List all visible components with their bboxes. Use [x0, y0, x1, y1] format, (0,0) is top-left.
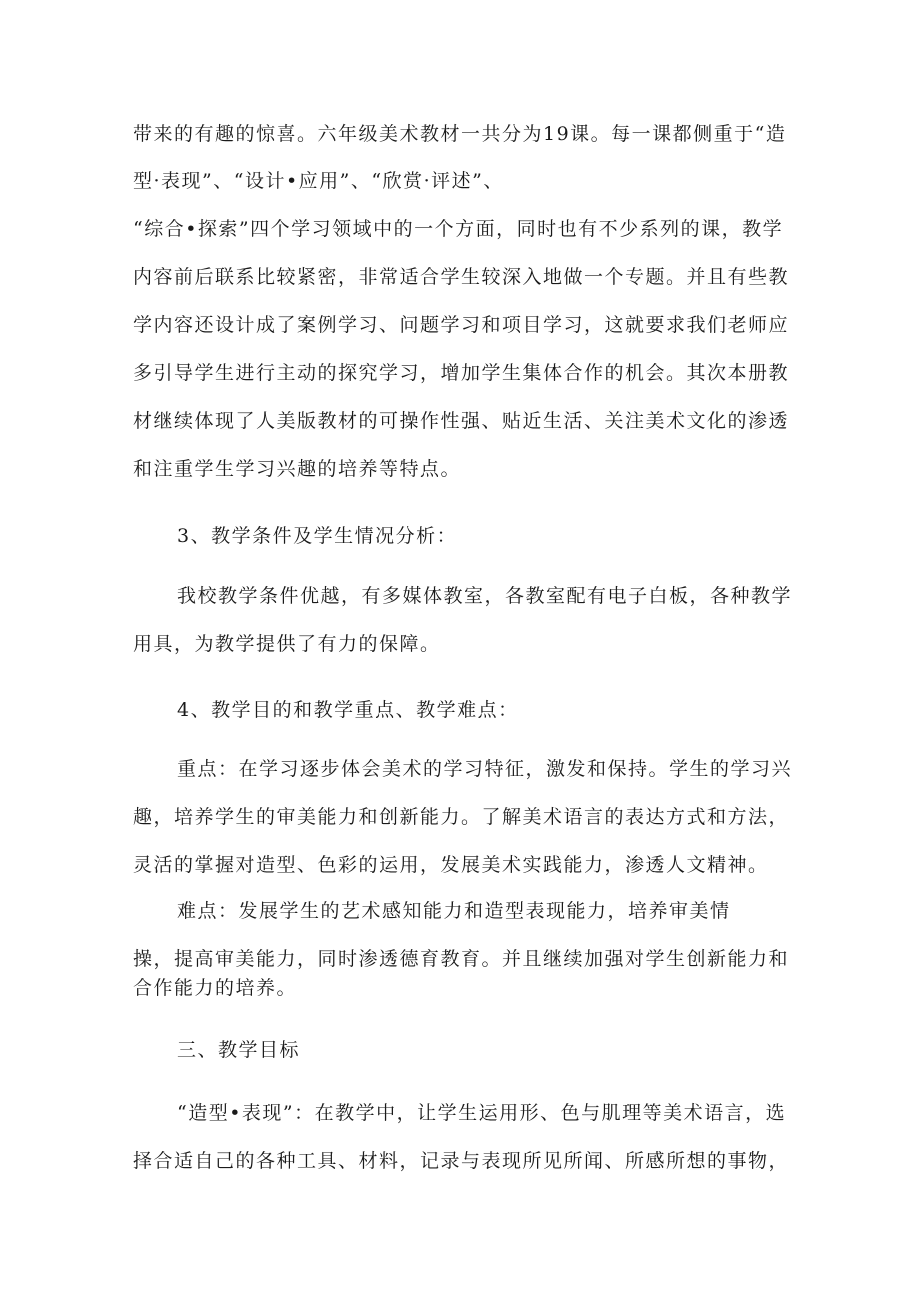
section-heading-3: 3、教学条件及学生情况分析： [177, 525, 458, 547]
body-line-4: 内容前后联系比较紧密，非常适合学生较深入地做一个专题。并且有些教 [133, 266, 790, 288]
objective-line-1: “造型•表现”：在教学中，让学生运用形、色与肌理等美术语言，选 [177, 1102, 787, 1124]
key-points-line-1: 重点：在学习逐步体会美术的学习特征，激发和保持。学生的学习兴 [177, 758, 793, 780]
key-points-line-2: 趣，培养学生的审美能力和创新能力。了解美术语言的表达方式和方法， [133, 806, 790, 828]
difficult-points-line-1: 难点：发展学生的艺术感知能力和造型表现能力，培养审美情 [177, 900, 731, 922]
body-line-8: 和注重学生学习兴趣的培养等特点。 [133, 458, 462, 480]
section-heading-three: 三、教学目标 [177, 1039, 301, 1061]
section-heading-4: 4、教学目的和教学重点、教学难点： [177, 699, 519, 721]
body-line-9: 我校教学条件优越，有多媒体教室，各教室配有电子白板，各种教学 [177, 585, 793, 607]
difficult-points-line-3: 合作能力的培养。 [133, 977, 298, 999]
body-line-10: 用具，为教学提供了有力的保障。 [133, 633, 441, 655]
objective-line-2: 择合适自己的各种工具、材料，记录与表现所见所闻、所感所想的事物， [133, 1150, 790, 1172]
body-line-6: 多引导学生进行主动的探究学习，增加学生集体合作的机会。其次本册教 [133, 362, 790, 384]
body-line-5: 学内容还设计成了案例学习、问题学习和项目学习，这就要求我们老师应 [133, 314, 790, 336]
body-line-1: 带来的有趣的惊喜。六年级美术教材一共分为19课。每一课都侧重于“造 [133, 123, 787, 145]
body-line-7: 材继续体现了人美版教材的可操作性强、贴近生活、关注美术文化的渗透 [133, 410, 790, 432]
key-points-line-3: 灵活的掌握对造型、色彩的运用，发展美术实践能力，渗透人文精神。 [133, 854, 769, 876]
body-line-3: “综合•探索”四个学习领域中的一个方面，同时也有不少系列的课，教学 [133, 218, 784, 240]
difficult-points-line-2: 操，提高审美能力，同时渗透德育教育。并且继续加强对学生创新能力和 [133, 948, 790, 970]
body-line-2: 型·表现”、“设计•应用”、“欣赏·评述”、 [133, 170, 504, 192]
